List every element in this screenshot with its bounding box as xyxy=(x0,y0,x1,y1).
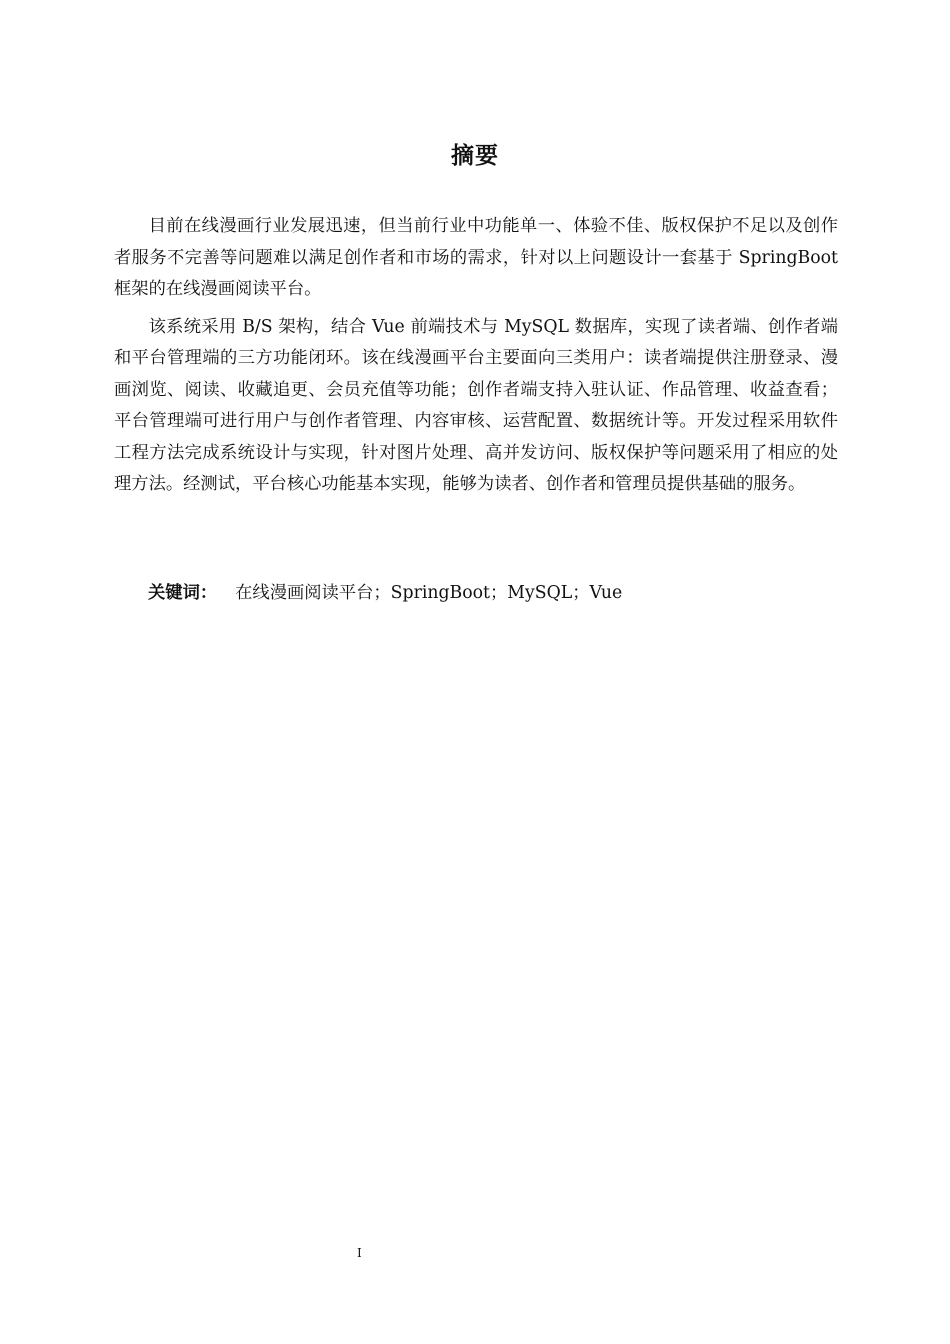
page-title: 摘要 xyxy=(451,143,499,169)
abstract-paragraph-1: 目前在线漫画行业发展迅速，但当前行业中功能单一、体验不佳、版权保护不足以及创作者服务不完善等问题难以满足创作者和市场的需求，针对以上问题设计一套基于 SpringBoot 框架的在线漫画阅读平台。 xyxy=(114,216,838,299)
keywords-line xyxy=(148,578,622,609)
keywords-label: 关键词： xyxy=(148,583,218,603)
page-number: I xyxy=(357,1246,362,1260)
abstract-body xyxy=(114,211,838,507)
keywords-value: 在线漫画阅读平台；SpringBoot；MySQL；Vue xyxy=(235,583,623,603)
abstract-paragraph-2: 该系统采用 B/S 架构，结合 Vue 前端技术与 MySQL 数据库，实现了读者端、创作者端和平台管理端的三方功能闭环。该在线漫画平台主要面向三类用户：读者端提供注册登录、漫画浏览、阅读、收藏追更、会员充值等功能；创作者端支持入驻认证、作品管理、收益查看；平台管理端可进行用户与创作者管理、内容审核、运营配置、数据统计等。开发过程采用软件工程方法完成系统设计与实现，针对图片处理、高并发访问、版权保护等问题采用了相应的处理方法。经测试，平台核心功能基本实现，能够为读者、创作者和管理员提供基础的服务。 xyxy=(114,316,838,494)
